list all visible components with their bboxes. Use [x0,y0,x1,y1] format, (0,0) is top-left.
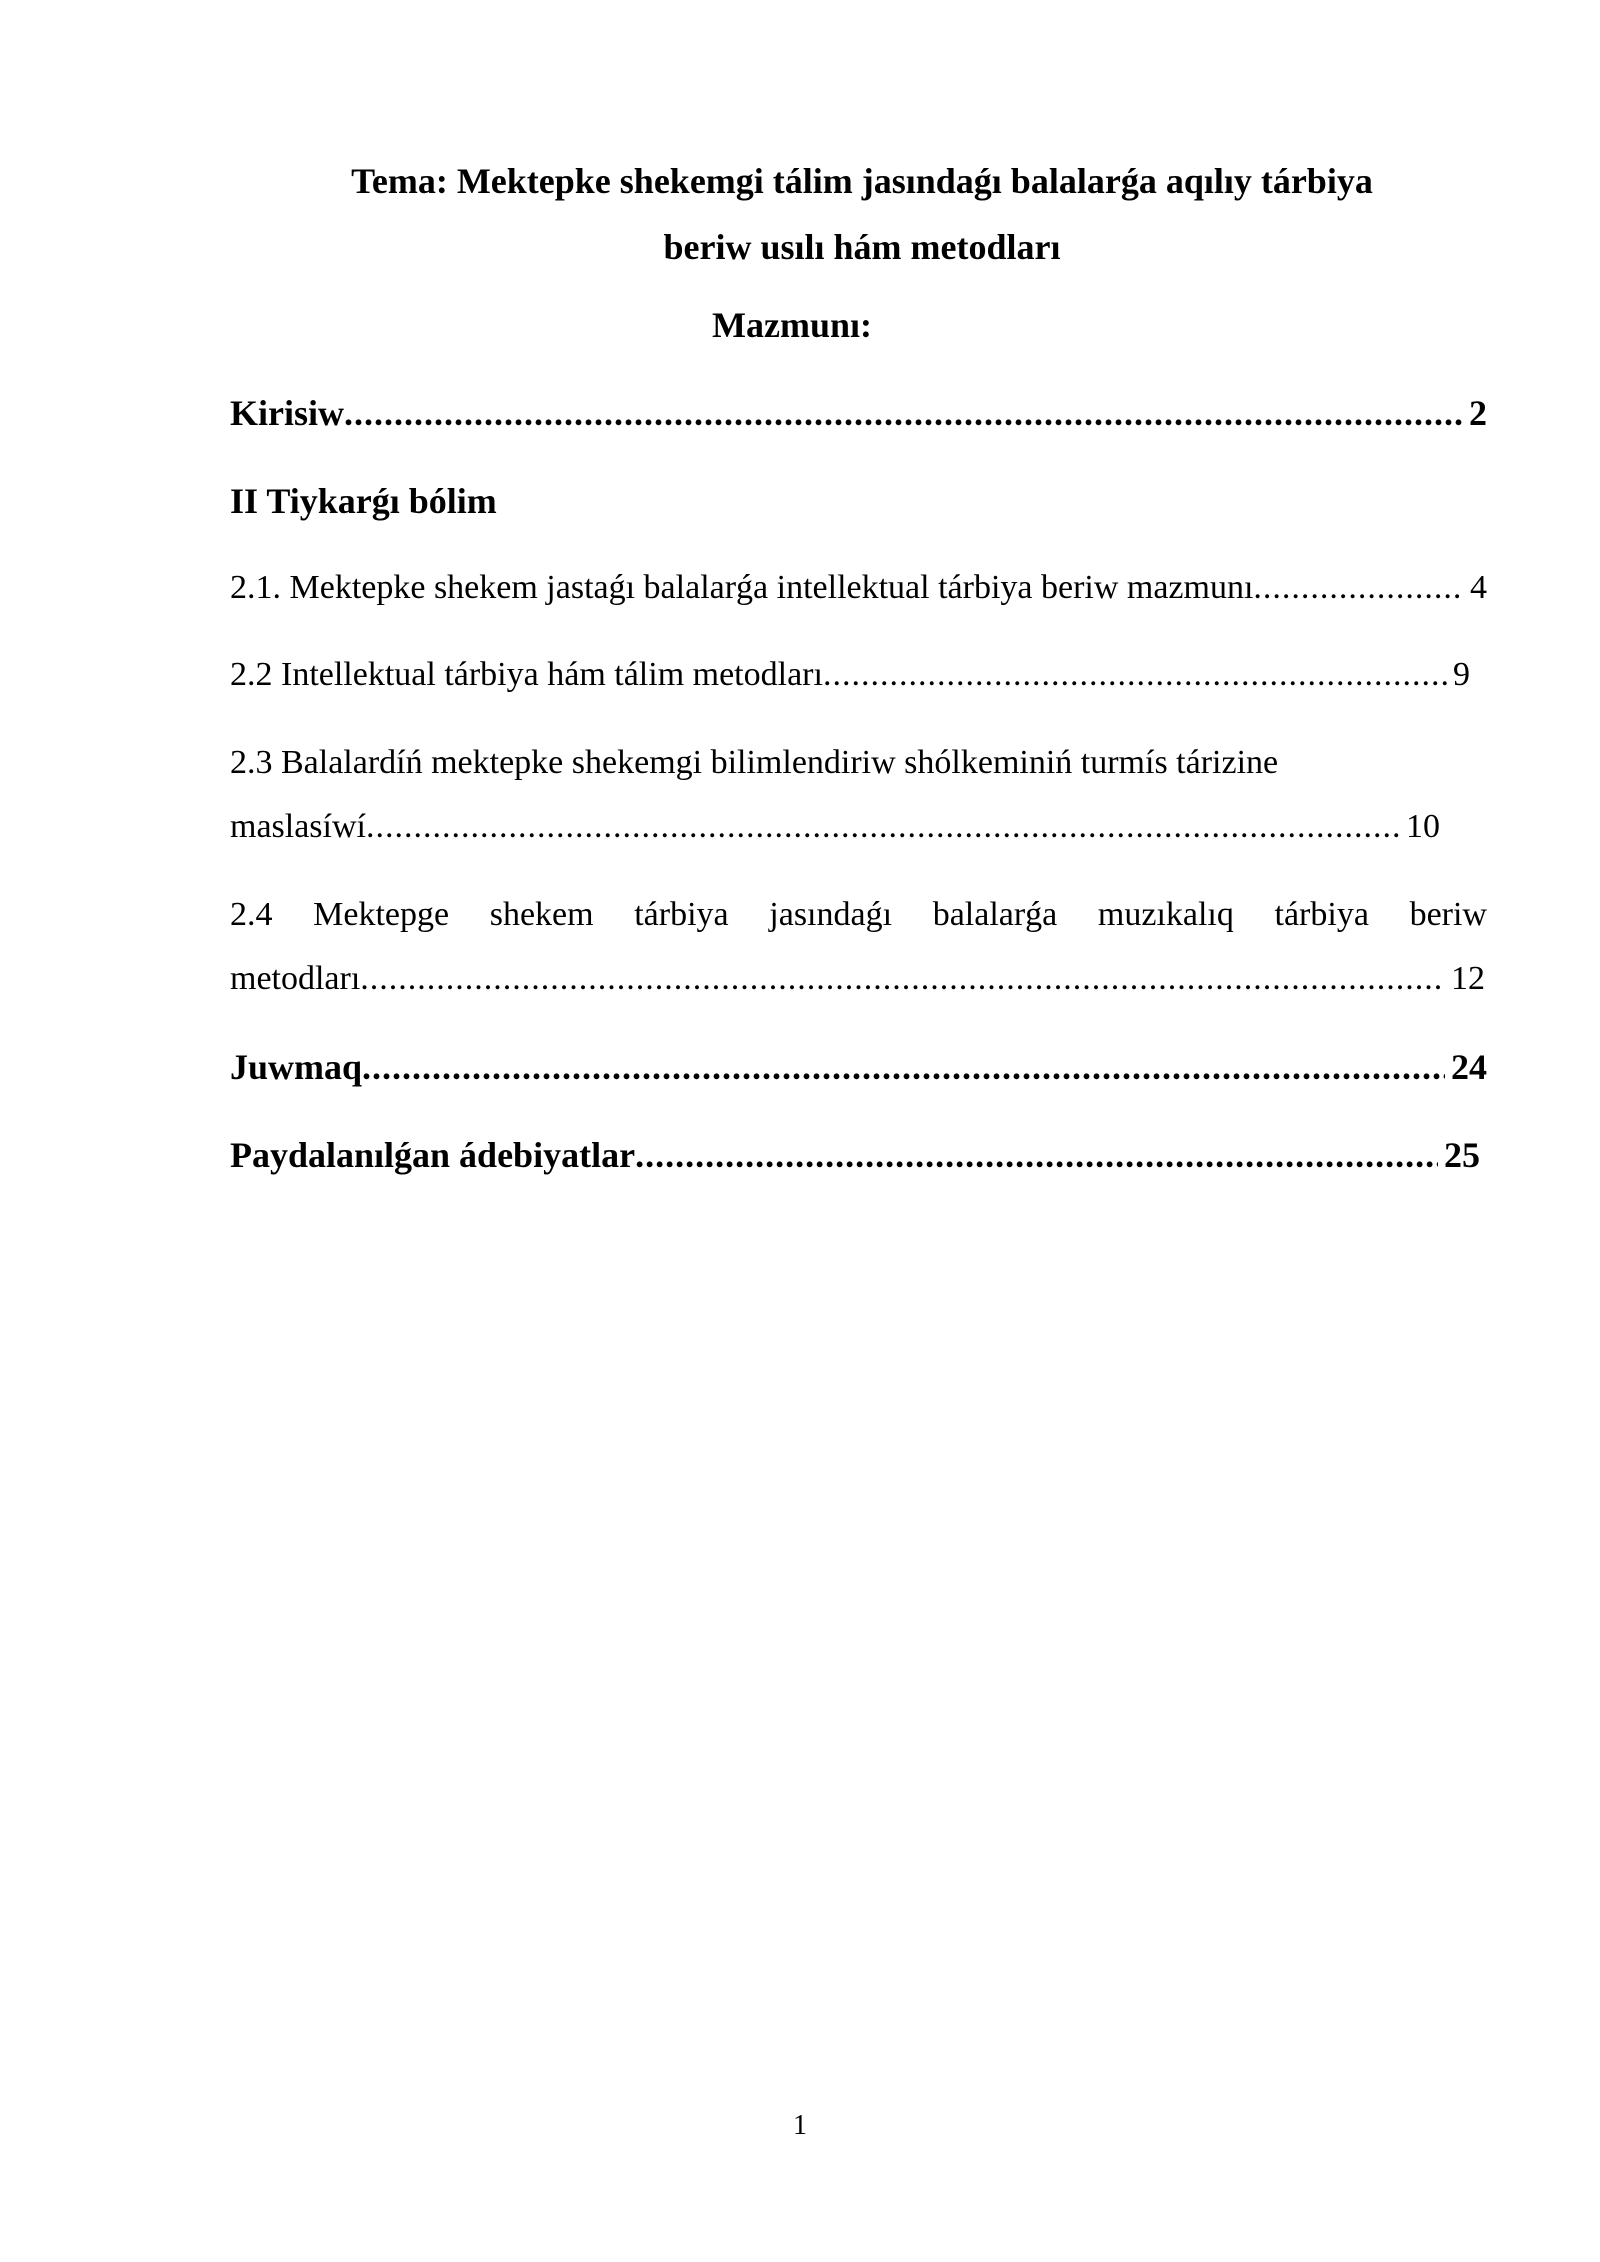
toc-entry-intro [230,388,1487,438]
toc-word: muzıkalıq [1097,896,1234,933]
toc-word: 2.4 [230,896,273,933]
toc-label: Paydalanılǵan ádebiyatlar [230,1135,636,1175]
toc-word: Mektepge [313,896,450,933]
toc-label: 2.1. Mektepke shekem jastaǵı balalarǵa intellektual tárbiya beriw mazmunı [230,569,1254,606]
toc-entry-2-2 [230,650,1470,700]
toc-entry-references [230,1130,1480,1180]
document-title [230,148,1494,280]
toc-entry-conclusion [230,1042,1487,1092]
toc-page-number: 10 [1406,808,1440,845]
toc-page-number: 2 [1469,393,1487,433]
toc-word: balalarǵa [932,896,1058,933]
page-number: 1 [793,2110,807,2141]
contents-heading: Mazmunı: [712,305,872,345]
toc-entry-2-4-line-2 [230,954,1485,1004]
title-line-2: beriw usılı hám metodları [663,227,1061,267]
toc-entry-2-1 [230,563,1487,613]
toc-entry-2-3-line-2 [230,802,1440,852]
toc-label: maslasíwí [230,808,366,845]
toc-entry-2-4-line-1 [230,890,1487,940]
toc-leader [344,388,1463,438]
toc-label: 2.2 Intellektual tárbiya hám tálim metodları [230,656,823,693]
toc-page-number: 12 [1451,960,1485,997]
toc-page-number: 4 [1470,569,1487,606]
title-line-1: Tema: Mektepke shekemgi tálim jasındaǵı balalarǵa aqılıy tárbiya [351,161,1373,201]
toc-page-number: 25 [1444,1135,1480,1175]
toc-leader [366,802,1400,852]
toc-word: beriw [1409,896,1487,933]
toc-leader [362,1042,1445,1092]
toc-leader [635,1130,1438,1180]
toc-label: Kirisiw [230,393,344,433]
toc-section-heading: II Tiykarǵı bólim [230,481,497,521]
toc-label: Juwmaq [230,1047,363,1087]
toc-word: jasındaǵı [769,896,893,933]
toc-page-number: 9 [1453,656,1470,693]
toc-leader [1253,563,1464,613]
toc-leader [360,954,1445,1004]
toc-page-number: 24 [1451,1047,1487,1087]
toc-leader [823,650,1447,700]
toc-word: shekem [489,896,594,933]
toc-word: tárbiya [634,896,729,933]
toc-entry-2-3-line-1: 2.3 Balalardíń mektepke shekemgi bilimlendiriw shólkeminiń turmís tárizine [230,744,1279,781]
toc-word: tárbiya [1274,896,1369,933]
toc-label: metodları [230,960,361,997]
